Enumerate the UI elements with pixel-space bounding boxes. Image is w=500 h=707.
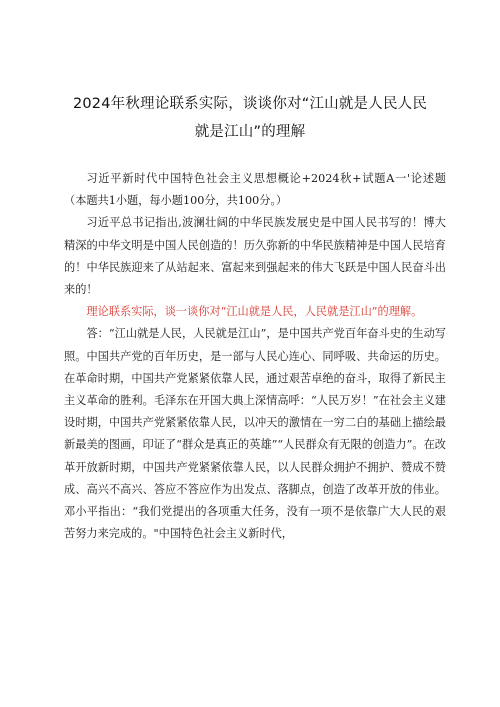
document-title-line-1: 2024年秋理论联系实际，谈谈你对“江山就是人民人民 <box>72 96 428 112</box>
question-prompt-paragraph: 理论联系实际，谈一谈你对“江山就是人民，人民就是江山”的理解。 <box>86 305 423 319</box>
question-source-paragraph: 习近平新时代中国特色社会主义思想概论+2024秋+试题A一'论述题（本题共1小题，每小题100分，共100分。） <box>64 172 446 208</box>
answer-paragraph: 答：“江山就是人民，人民就是江山”，是中国共产党百年奋斗史的生动写照。中国共产党的百年历史，是一部与人民心连心、同呼吸、共命运的历史。在革命时期，中国共产党紧紧依靠人民，通过艰苦卓绝的奋斗，取得了新民主主义革命的胜利。毛泽东在开国大典上深情高呼：“人民万岁！”在社会主义建设时期，中国共产党紧紧依靠人民，以冲天的激情在一穷二白的基础上描绘最新最美的图画，印证了“群众是真正的英雄”“人民群众有无限的创造力”。在改革开放新时期，中国共产党紧紧依靠人民，以人民群众拥护不拥护、赞成不赞成、高兴不高兴、答应不答应作为出发点、落脚点，创造了改革开放的伟业。邓小平指出：“我们党提出的各项重大任务，没有一项不是依靠广大人民的艰苦努力来完成的。"中国特色社会主义新时代， <box>64 327 446 541</box>
context-paragraph: 习近平总书记指出,波澜壮阔的中华民族发展史是中国人民书写的！博大精深的中华文明是中国人民创造的！历久弥新的中华民族精神是中国人民培育的！中华民族迎来了从站起来、富起来到强起来的伟大飞跃是中国人民奋斗出来的！ <box>64 216 446 297</box>
document-body <box>64 168 446 545</box>
document-title-line-2: 就是江山”的理解 <box>194 124 306 140</box>
